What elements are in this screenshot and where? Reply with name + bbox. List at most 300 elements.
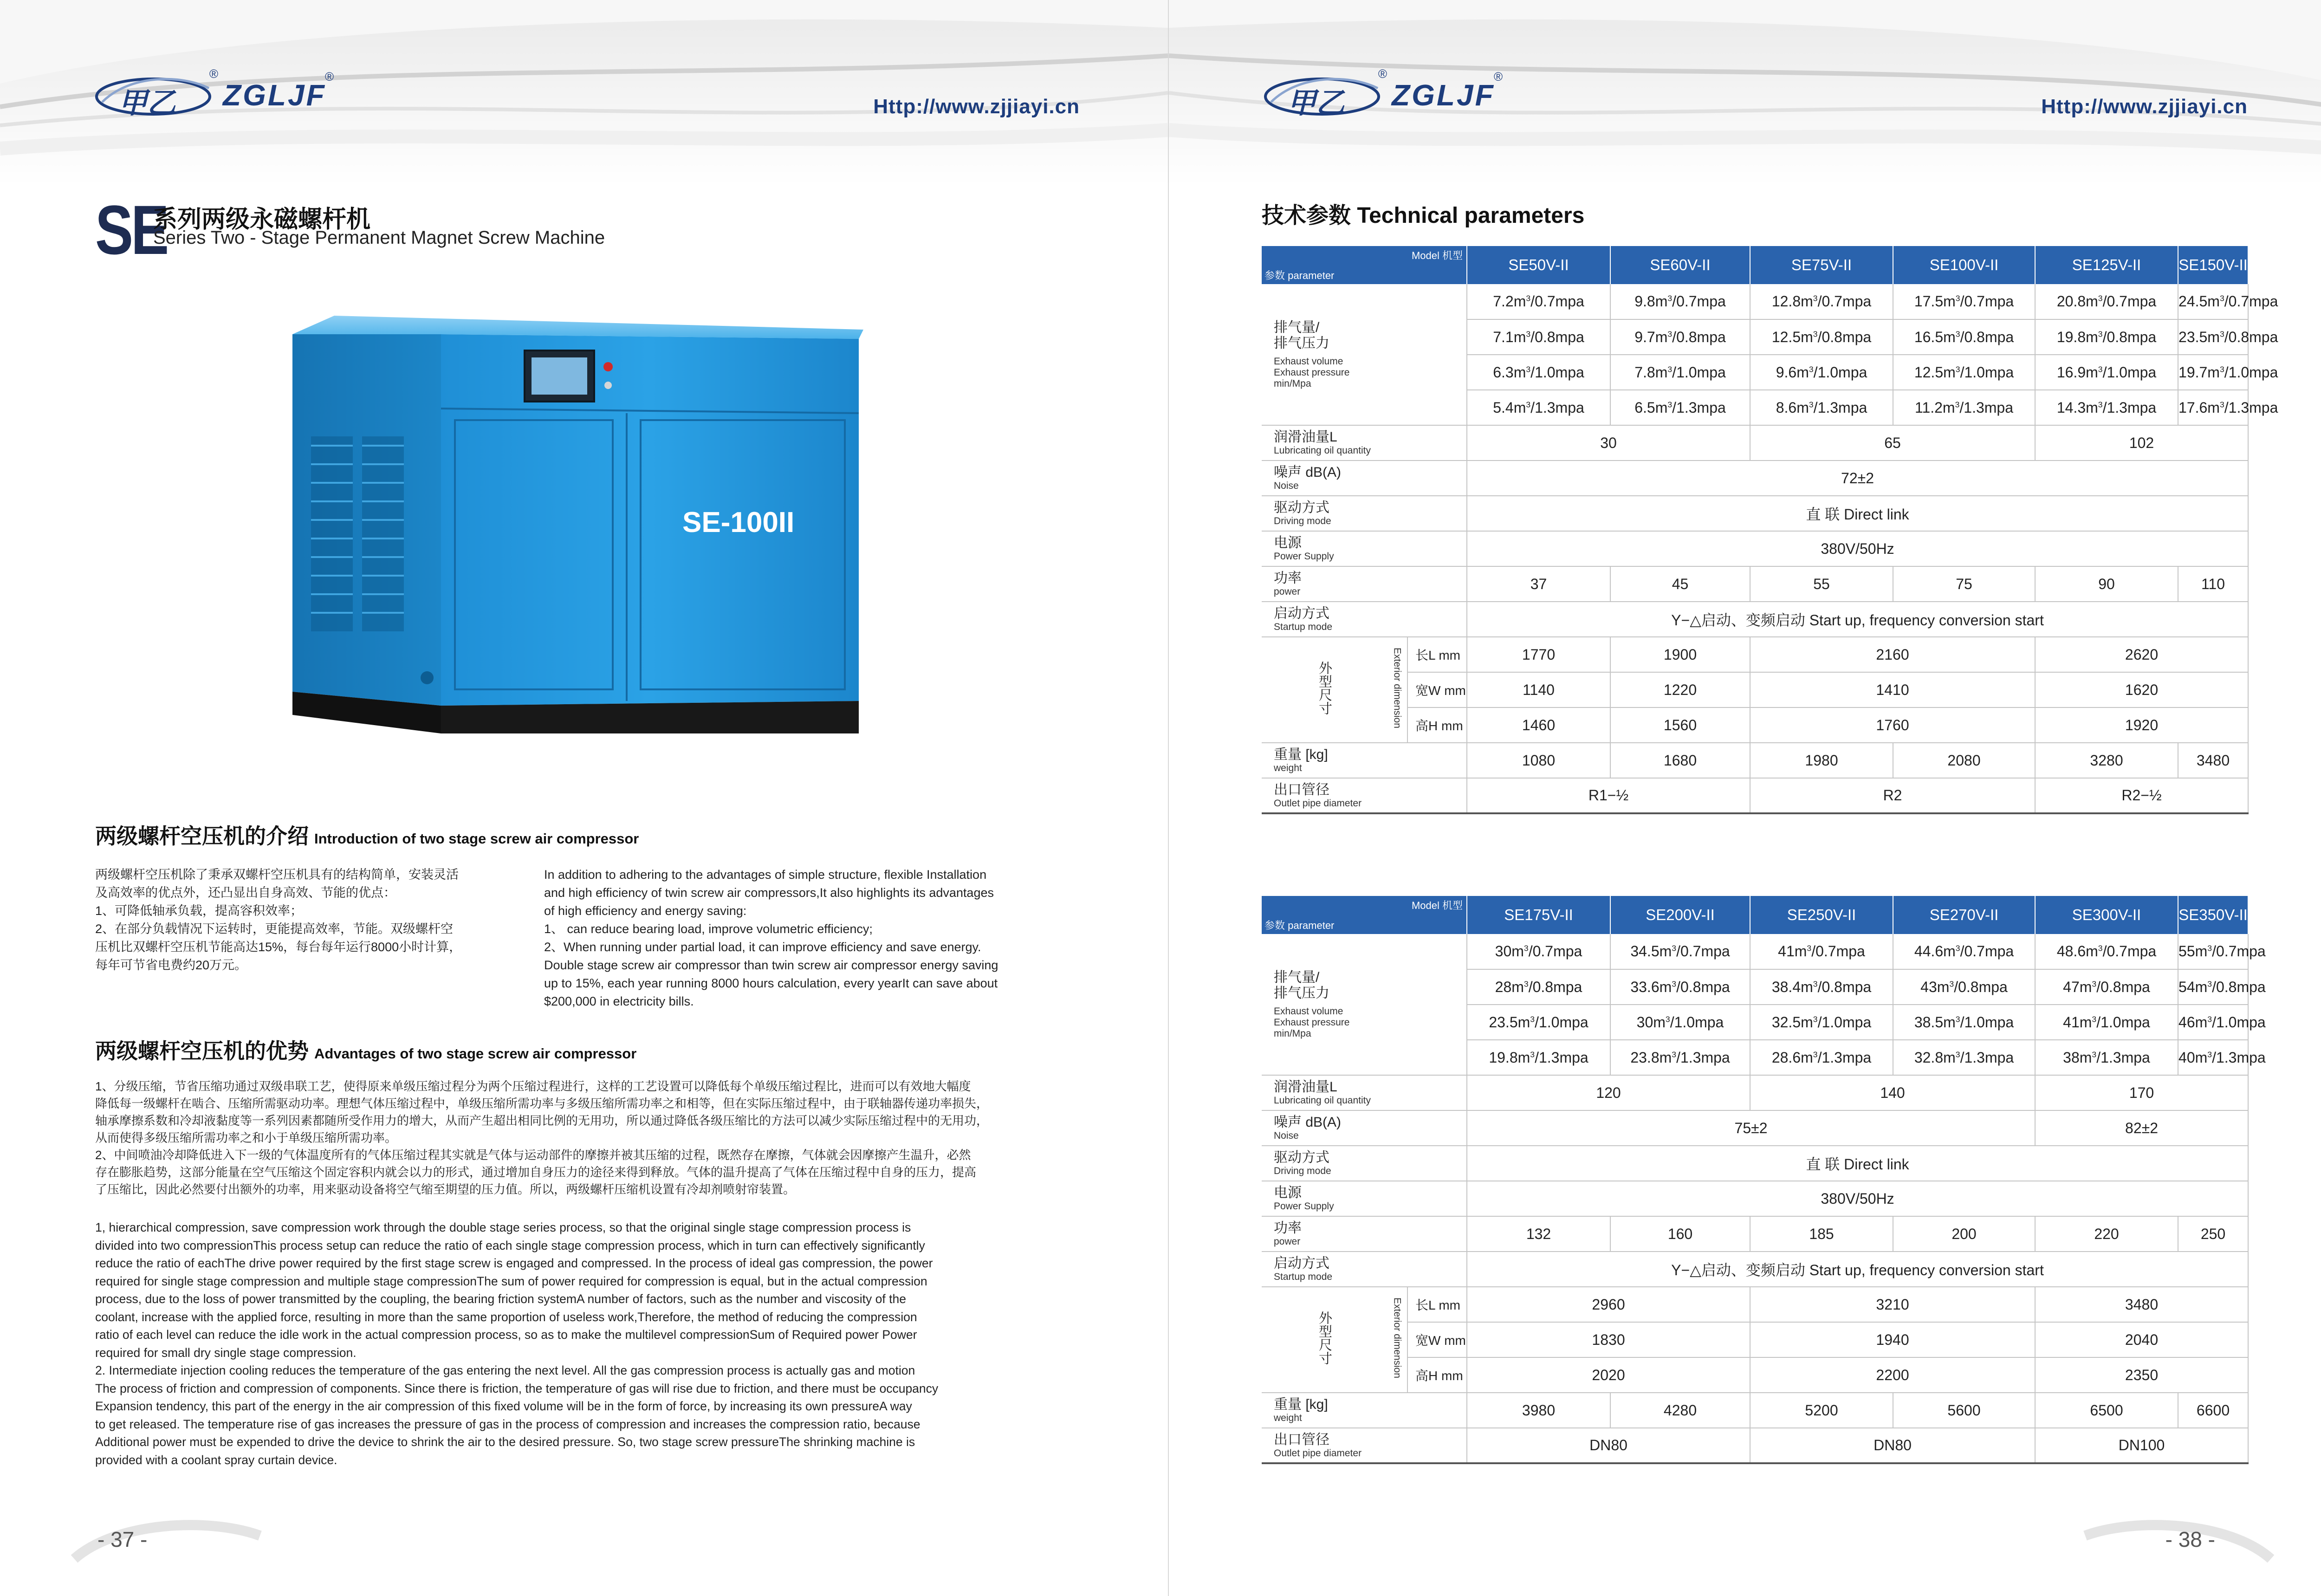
parameter-label: 参数 parameter [1264, 270, 1335, 281]
flow-value: $44.6m^3/0.7mpa$ [1893, 934, 2035, 969]
dimension-row [1262, 1322, 2248, 1357]
flow-value: $19.7m^3/1.0mpa$ [2178, 355, 2248, 390]
compressor-illustration [288, 316, 868, 780]
flow-pressure: 1.3mpa [1964, 1049, 2014, 1066]
noise-label [1262, 1110, 1467, 1146]
flow-label-en1: Exhaust volume [1274, 356, 1343, 367]
registered-mark: ® [209, 67, 218, 81]
flow-volume: 12.5 [1771, 328, 1801, 345]
flow-value: $12.5m^3/1.0mpa$ [1893, 355, 2035, 390]
flow-pressure: 0.8mpa [1532, 978, 1582, 995]
flow-label [1262, 934, 1467, 1075]
dimension-sublabel: 长L mm [1407, 1287, 1467, 1322]
flow-label-cn2: 排气压力 [1274, 335, 1329, 351]
flow-pressure: 1.0mpa [2228, 363, 2278, 381]
flow-pressure: 0.7mpa [1680, 943, 1730, 960]
power-value: 160 [1610, 1216, 1750, 1252]
flow-label-en3: min/Mpa [1274, 1028, 1311, 1039]
brand-name: ZGLJF [1392, 78, 1495, 112]
pipe-value: R1−½ [1467, 778, 1750, 813]
flow-label-en2: Exhaust pressure [1274, 1017, 1350, 1028]
spec-table-1 [1262, 246, 2278, 814]
power-supply-label [1262, 531, 1467, 566]
flow-label-cn1: 排气量/ [1274, 319, 1320, 335]
flow-pressure: 0.8mpa [2216, 978, 2266, 995]
model-label: Model 机型 [1411, 900, 1463, 911]
flow-volume: 7.1 [1493, 328, 1514, 345]
flow-pressure: 0.8mpa [1958, 978, 2008, 995]
flow-volume: 28.6 [1771, 1049, 1801, 1066]
startup-row [1262, 602, 2248, 637]
oil-label [1262, 425, 1467, 461]
power-supply-label-cn: 电源 [1274, 535, 1302, 551]
dimension-row [1262, 672, 2248, 707]
power-supply-label-cn: 电源 [1274, 1185, 1302, 1200]
flow-value: $32.8m^3/1.3mpa$ [1893, 1040, 2035, 1075]
technical-parameters-title: 技术参数 Technical parameters [1262, 203, 1585, 228]
flow-value: $23.5m^3/0.8mpa$ [2178, 319, 2248, 355]
flow-pressure: 1.3mpa [1676, 399, 1726, 416]
pipe-label [1262, 778, 1467, 813]
flow-pressure: 1.3mpa [1680, 1049, 1730, 1066]
weight-value: 5600 [1893, 1393, 2035, 1428]
flow-pressure: 1.0mpa [2101, 1013, 2150, 1031]
brand-logo [93, 67, 334, 121]
flow-value: $43m^3/0.8mpa$ [1893, 969, 2035, 1005]
dimension-row [1262, 1287, 2248, 1322]
drive-label [1262, 1146, 1467, 1181]
flow-pressure: 0.7mpa [2107, 293, 2157, 310]
power-value: 220 [2035, 1216, 2178, 1252]
registered-mark: ® [325, 70, 334, 84]
logo-mark [1262, 67, 1387, 121]
corner-cell [1262, 246, 1467, 284]
dimension-value: 1620 [2035, 672, 2248, 707]
flow-value: $19.8m^3/0.8mpa$ [2035, 319, 2178, 355]
flow-pressure: 1.0mpa [1817, 363, 1867, 381]
startup-label-cn: 启动方式 [1274, 606, 1329, 621]
dimension-value: 1760 [1750, 707, 2035, 743]
oil-label-cn: 润滑油量L [1274, 429, 1337, 445]
dimension-value: 2160 [1750, 637, 2035, 672]
flow-value: $32.5m^3/1.0mpa$ [1750, 1005, 1893, 1040]
flow-pressure: 1.0mpa [1964, 363, 2014, 381]
startup-label-en: Startup mode [1274, 1272, 1333, 1282]
intro-heading [95, 819, 639, 850]
dimension-label-cn [1262, 1287, 1387, 1393]
website-url[interactable]: Http://www.zjjiayi.cn [873, 95, 1080, 118]
oil-value: 120 [1467, 1075, 1750, 1110]
flow-volume: 9.8 [1634, 293, 1655, 310]
weight-label-cn: 重量 [kg] [1274, 1397, 1328, 1412]
oil-value: 65 [1750, 425, 2035, 461]
flow-pressure: 1.0mpa [1538, 1013, 1588, 1031]
startup-row [1262, 1252, 2248, 1287]
flow-pressure: 1.0mpa [2107, 363, 2157, 381]
flow-value: $55m^3/0.7mpa$ [2178, 934, 2248, 969]
weight-value: 3480 [2178, 743, 2248, 778]
model-header: SE175V-II [1467, 896, 1610, 934]
flow-row [1262, 284, 2248, 319]
dimension-label-cn-text: 外型尺寸 [1317, 1311, 1332, 1365]
flow-pressure: 0.7mpa [1532, 943, 1582, 960]
advantages-heading [95, 1034, 636, 1065]
dimension-value: 3210 [1750, 1287, 2035, 1322]
flow-volume: 34.5 [1630, 943, 1660, 960]
power-label [1262, 566, 1467, 602]
oil-value: 170 [2035, 1075, 2248, 1110]
dimension-row [1262, 1357, 2248, 1393]
intro-text-cn: 两级螺杆空压机除了秉承双螺杆空压机具有的结构简单，安装灵活 及高效率的优点外，还凸显出自身高效、节能的优点： 1、可降低轴承负载，提高容积效率； 2、在部分负载情况下运转时，更能提高效率，节能。双级螺杆空 压机比双螺杆空压机节能高达15%，每台每年运行8000小时计算， 每年可节省电费约20万元。 [95, 868, 462, 972]
flow-label-en2: Exhaust pressure [1274, 367, 1350, 378]
power-supply-value: 380V/50Hz [1467, 531, 2248, 566]
oil-value: 140 [1750, 1075, 2035, 1110]
flow-value: $14.3m^3/1.3mpa$ [2035, 390, 2178, 425]
header-row [1262, 246, 2248, 284]
flow-value: $12.8m^3/0.7mpa$ [1750, 284, 1893, 319]
dimension-value: 2200 [1750, 1357, 2035, 1393]
flow-volume: 17.5 [1914, 293, 1944, 310]
series-title-en: Series Two - Stage Permanent Magnet Screw Machine [153, 227, 605, 248]
pipe-label [1262, 1428, 1467, 1463]
flow-pressure: 1.0mpa [1822, 1013, 1872, 1031]
power-supply-label-en: Power Supply [1274, 1201, 1334, 1212]
startup-value: Y−△启动、变频启动 Start up, frequency conversion start [1467, 602, 2248, 637]
flow-pressure: 1.3mpa [1964, 399, 2013, 416]
weight-row [1262, 1393, 2248, 1428]
flow-pressure: 0.8mpa [1680, 978, 1730, 995]
model-header: SE300V-II [2035, 896, 2178, 934]
flow-pressure: 1.3mpa [1822, 1049, 1872, 1066]
flow-volume: 5.4 [1493, 399, 1514, 416]
power-value: 132 [1467, 1216, 1610, 1252]
startup-label-cn: 启动方式 [1274, 1256, 1329, 1271]
flow-pressure: 0.8mpa [2228, 328, 2278, 345]
flow-pressure: 0.7mpa [2216, 943, 2266, 960]
weight-value: 1680 [1610, 743, 1750, 778]
flow-pressure: 0.8mpa [1676, 328, 1726, 345]
pipe-value: DN80 [1467, 1428, 1750, 1463]
pipe-value: R2 [1750, 778, 2035, 813]
flow-pressure: 0.7mpa [1822, 293, 1872, 310]
power-value: 37 [1467, 566, 1610, 602]
flow-pressure: 0.7mpa [2107, 943, 2157, 960]
oil-label-en: Lubricating oil quantity [1274, 1095, 1371, 1106]
dimension-row [1262, 707, 2248, 743]
pipe-label-cn: 出口管径 [1274, 1432, 1329, 1447]
intro-heading-cn: 两级螺杆空压机的介绍 [95, 824, 309, 848]
power-value: 185 [1750, 1216, 1893, 1252]
flow-value: $9.7m^3/0.8mpa$ [1610, 319, 1750, 355]
startup-label-en: Startup mode [1274, 622, 1333, 632]
flow-row [1262, 934, 2248, 969]
power-label-cn: 功率 [1274, 571, 1302, 586]
flow-value: $38m^3/1.3mpa$ [2035, 1040, 2178, 1075]
power-supply-row [1262, 1181, 2248, 1216]
flow-volume: 33.6 [1630, 978, 1660, 995]
drive-label-en: Driving mode [1274, 516, 1331, 526]
startup-label [1262, 602, 1467, 637]
flow-label [1262, 284, 1467, 425]
website-url[interactable]: Http://www.zjjiayi.cn [2041, 95, 2248, 118]
flow-pressure: 1.3mpa [1817, 399, 1867, 416]
startup-label [1262, 1252, 1467, 1287]
intro-text-en: In addition to adhering to the advantages of simple structure, flexible Installation and high efficiency of twin screw air compressors,It also highlights its advantages of high efficiency and energy saving: 1、 can reduce bearing load, improve volumetric efficiency; 2、When running under partial load, it can improve efficiency and save energy. Double stage screw air compressor than twin screw air compressor energy saving up to 15%, each year running 8000 hours calculation, every yearIt can save about $200,000 in electricity bills. [544, 868, 998, 1008]
flow-value: $46m^3/1.0mpa$ [2178, 1005, 2248, 1040]
flow-pressure: 0.7mpa [1535, 293, 1584, 310]
noise-label-en: Noise [1274, 480, 1299, 491]
model-header: SE75V-II [1750, 246, 1893, 284]
weight-value: 6600 [2178, 1393, 2248, 1428]
flow-value: $7.8m^3/1.0mpa$ [1610, 355, 1750, 390]
brand-name: ZGLJF [223, 78, 326, 112]
logo-mark [93, 67, 218, 121]
flow-value: $38.4m^3/0.8mpa$ [1750, 969, 1893, 1005]
flow-value: $41m^3/1.0mpa$ [2035, 1005, 2178, 1040]
weight-label-en: weight [1274, 763, 1302, 773]
oil-value: 102 [2035, 425, 2248, 461]
model-header: SE100V-II [1893, 246, 2035, 284]
dimension-value: 1830 [1467, 1322, 1750, 1357]
flow-volume: 6.5 [1634, 399, 1655, 416]
oil-label-en: Lubricating oil quantity [1274, 445, 1371, 456]
oil-label-cn: 润滑油量L [1274, 1079, 1337, 1095]
flow-value: $23.8m^3/1.3mpa$ [1610, 1040, 1750, 1075]
oil-row [1262, 1075, 2248, 1110]
dimension-value: 1920 [2035, 707, 2248, 743]
flow-pressure: 0.8mpa [1822, 328, 1872, 345]
dimension-label-en-text: Exterior dimension [1392, 648, 1403, 728]
flow-value: $7.1m^3/0.8mpa$ [1467, 319, 1610, 355]
flow-value: $11.2m^3/1.3mpa$ [1893, 390, 2035, 425]
dimension-label-cn [1262, 637, 1387, 743]
flow-volume: 23.5 [1489, 1013, 1518, 1031]
flow-volume: 9.7 [1634, 328, 1655, 345]
flow-pressure: 1.3mpa [1535, 399, 1584, 416]
model-header: SE250V-II [1750, 896, 1893, 934]
model-header: SE150V-II [2178, 246, 2248, 284]
advantages-heading-cn: 两级螺杆空压机的优势 [95, 1039, 309, 1063]
header-row [1262, 896, 2248, 934]
dimension-value: 2960 [1467, 1287, 1750, 1322]
flow-volume: 11.2 [1915, 399, 1943, 416]
power-supply-label [1262, 1181, 1467, 1216]
flow-value: $38.5m^3/1.0mpa$ [1893, 1005, 2035, 1040]
flow-pressure: 1.0mpa [1674, 1013, 1724, 1031]
weight-value: 1080 [1467, 743, 1610, 778]
flow-value: $9.6m^3/1.0mpa$ [1750, 355, 1893, 390]
power-row [1262, 1216, 2248, 1252]
dimension-sublabel: 长L mm [1407, 637, 1467, 672]
flow-volume: 55 [2178, 943, 2195, 960]
flow-pressure: 0.8mpa [1964, 328, 2014, 345]
flow-value: $30m^3/0.7mpa$ [1467, 934, 1610, 969]
flow-volume: 28 [1495, 978, 1512, 995]
flow-volume: 19.8 [2056, 328, 2086, 345]
flow-value: $30m^3/1.0mpa$ [1610, 1005, 1750, 1040]
logo-text: 甲乙 [118, 87, 176, 119]
flow-value: $5.4m^3/1.3mpa$ [1467, 390, 1610, 425]
registered-mark: ® [1378, 67, 1387, 81]
flow-pressure: 1.0mpa [2216, 1013, 2266, 1031]
drive-label-cn: 驱动方式 [1274, 500, 1329, 515]
noise-value: 72±2 [1467, 461, 2248, 496]
drive-value: 直 联 Direct link [1467, 496, 2248, 531]
drive-row [1262, 1146, 2248, 1181]
noise-label-cn: 噪声 dB(A) [1274, 465, 1342, 480]
flow-value: $8.6m^3/1.3mpa$ [1750, 390, 1893, 425]
dimension-sublabel: 宽W mm [1407, 672, 1467, 707]
power-label-en: power [1274, 1236, 1301, 1247]
flow-volume: 7.2 [1493, 293, 1514, 310]
parameter-label: 参数 parameter [1264, 920, 1335, 931]
dimension-sublabel: 宽W mm [1407, 1322, 1467, 1357]
flow-volume: 44.6 [1914, 943, 1944, 960]
dimension-value: 2040 [2035, 1322, 2248, 1357]
flow-value: $41m^3/0.7mpa$ [1750, 934, 1893, 969]
flow-volume: 8.6 [1776, 399, 1797, 416]
flow-volume: 30 [1495, 943, 1512, 960]
noise-row [1262, 1110, 2248, 1146]
oil-row [1262, 425, 2248, 461]
noise-label [1262, 461, 1467, 496]
brand-logo [1262, 67, 1503, 121]
flow-pressure: 1.0mpa [1676, 363, 1726, 381]
power-label-cn: 功率 [1274, 1220, 1302, 1236]
model-header: SE125V-II [2035, 246, 2178, 284]
spec-table-2 [1262, 896, 2266, 1464]
flow-value: $7.2m^3/0.7mpa$ [1467, 284, 1610, 319]
weight-value: 3280 [2035, 743, 2178, 778]
power-label-en: power [1274, 586, 1301, 597]
dimension-value: 2620 [2035, 637, 2248, 672]
flow-pressure: 0.7mpa [1676, 293, 1726, 310]
power-label [1262, 1216, 1467, 1252]
series-title-cn: 系列两级永磁螺杆机 [153, 206, 371, 233]
flow-volume: 43 [1920, 978, 1937, 995]
flow-volume: 6.3 [1493, 363, 1514, 381]
flow-pressure: 0.8mpa [1822, 978, 1872, 995]
flow-value: $6.5m^3/1.3mpa$ [1610, 390, 1750, 425]
series-mark: SE [95, 191, 167, 269]
flow-volume: 32.8 [1914, 1049, 1944, 1066]
dimension-value: 2020 [1467, 1357, 1750, 1393]
pipe-row [1262, 1428, 2248, 1463]
weight-row [1262, 743, 2248, 778]
machine-model-label: SE-100II [682, 506, 795, 538]
weight-label [1262, 1393, 1467, 1428]
dimension-value: 2350 [2035, 1357, 2248, 1393]
noise-label-cn: 噪声 dB(A) [1274, 1115, 1342, 1130]
flow-volume: 9.6 [1776, 363, 1797, 381]
flow-volume: 19.8 [1489, 1049, 1518, 1066]
drive-label-en: Driving mode [1274, 1166, 1331, 1176]
drive-label [1262, 496, 1467, 531]
dimension-value: 1140 [1467, 672, 1610, 707]
flow-volume: 24.5 [2178, 293, 2208, 310]
flow-pressure: 0.7mpa [1815, 943, 1865, 960]
flow-value: $12.5m^3/0.8mpa$ [1750, 319, 1893, 355]
power-value: 110 [2178, 566, 2248, 602]
drive-label-cn: 驱动方式 [1274, 1150, 1329, 1165]
pipe-label-en: Outlet pipe diameter [1274, 1447, 1362, 1459]
noise-label-en: Noise [1274, 1130, 1299, 1141]
flow-volume: 38 [2063, 1049, 2080, 1066]
pipe-label-cn: 出口管径 [1274, 782, 1329, 798]
flow-volume: 12.8 [1771, 293, 1801, 310]
power-value: 45 [1610, 566, 1750, 602]
weight-value: 3980 [1467, 1393, 1610, 1428]
flow-volume: 40 [2178, 1049, 2195, 1066]
flow-value: $54m^3/0.8mpa$ [2178, 969, 2248, 1005]
dimension-label-en-text: Exterior dimension [1392, 1298, 1403, 1378]
flow-volume: 19.7 [2178, 363, 2208, 381]
corner-cell [1262, 896, 1467, 934]
model-header: SE50V-II [1467, 246, 1610, 284]
flow-value: $28m^3/0.8mpa$ [1467, 969, 1610, 1005]
flow-value: $16.9m^3/1.0mpa$ [2035, 355, 2178, 390]
model-header: SE60V-II [1610, 246, 1750, 284]
dimension-value: 1900 [1610, 637, 1750, 672]
flow-value: $34.5m^3/0.7mpa$ [1610, 934, 1750, 969]
flow-value: $17.6m^3/1.3mpa$ [2178, 390, 2248, 425]
flow-value: $17.5m^3/0.7mpa$ [1893, 284, 2035, 319]
noise-value: 75±2 [1467, 1110, 2035, 1146]
flow-pressure: 0.8mpa [2107, 328, 2157, 345]
weight-value: 5200 [1750, 1393, 1893, 1428]
oil-value: 30 [1467, 425, 1750, 461]
flow-volume: 48.6 [2056, 943, 2086, 960]
drive-row [1262, 496, 2248, 531]
intro-heading-en: Introduction of two stage screw air compressor [314, 830, 639, 847]
dimension-value: 3480 [2035, 1287, 2248, 1322]
model-label: Model 机型 [1411, 250, 1463, 261]
flow-value: $19.8m^3/1.3mpa$ [1467, 1040, 1610, 1075]
flow-pressure: 1.0mpa [1535, 363, 1584, 381]
flow-pressure: 0.7mpa [1964, 943, 2014, 960]
flow-value: $47m^3/0.8mpa$ [2035, 969, 2178, 1005]
weight-label-en: weight [1274, 1413, 1302, 1423]
weight-label-cn: 重量 [kg] [1274, 747, 1328, 762]
dimension-value: 1940 [1750, 1322, 2035, 1357]
flow-value: $16.5m^3/0.8mpa$ [1893, 319, 2035, 355]
flow-volume: 7.8 [1634, 363, 1655, 381]
flow-pressure: 0.8mpa [2101, 978, 2150, 995]
flow-label-en1: Exhaust volume [1274, 1006, 1343, 1017]
flow-volume: 16.5 [1914, 328, 1944, 345]
flow-pressure: 0.7mpa [2228, 293, 2278, 310]
model-header: SE270V-II [1893, 896, 2035, 934]
dimension-value: 1460 [1467, 707, 1610, 743]
dimension-sublabel: 高H mm [1407, 1357, 1467, 1393]
flow-volume: 14.3 [2056, 399, 2086, 416]
dimension-label-en [1387, 637, 1407, 743]
flow-volume: 41 [1778, 943, 1795, 960]
flow-value: $24.5m^3/0.7mpa$ [2178, 284, 2248, 319]
dimension-row [1262, 637, 2248, 672]
drive-value: 直 联 Direct link [1467, 1146, 2248, 1181]
flow-volume: 46 [2178, 1013, 2195, 1031]
flow-pressure: 1.3mpa [2228, 399, 2278, 416]
flow-value: $48.6m^3/0.7mpa$ [2035, 934, 2178, 969]
dimension-sublabel: 高H mm [1407, 707, 1467, 743]
pipe-row [1262, 778, 2248, 813]
dimension-value: 1560 [1610, 707, 1750, 743]
noise-row [1262, 461, 2248, 496]
flow-volume: 38.5 [1914, 1013, 1944, 1031]
pipe-value: R2−½ [2035, 778, 2248, 813]
power-value: 250 [2178, 1216, 2248, 1252]
